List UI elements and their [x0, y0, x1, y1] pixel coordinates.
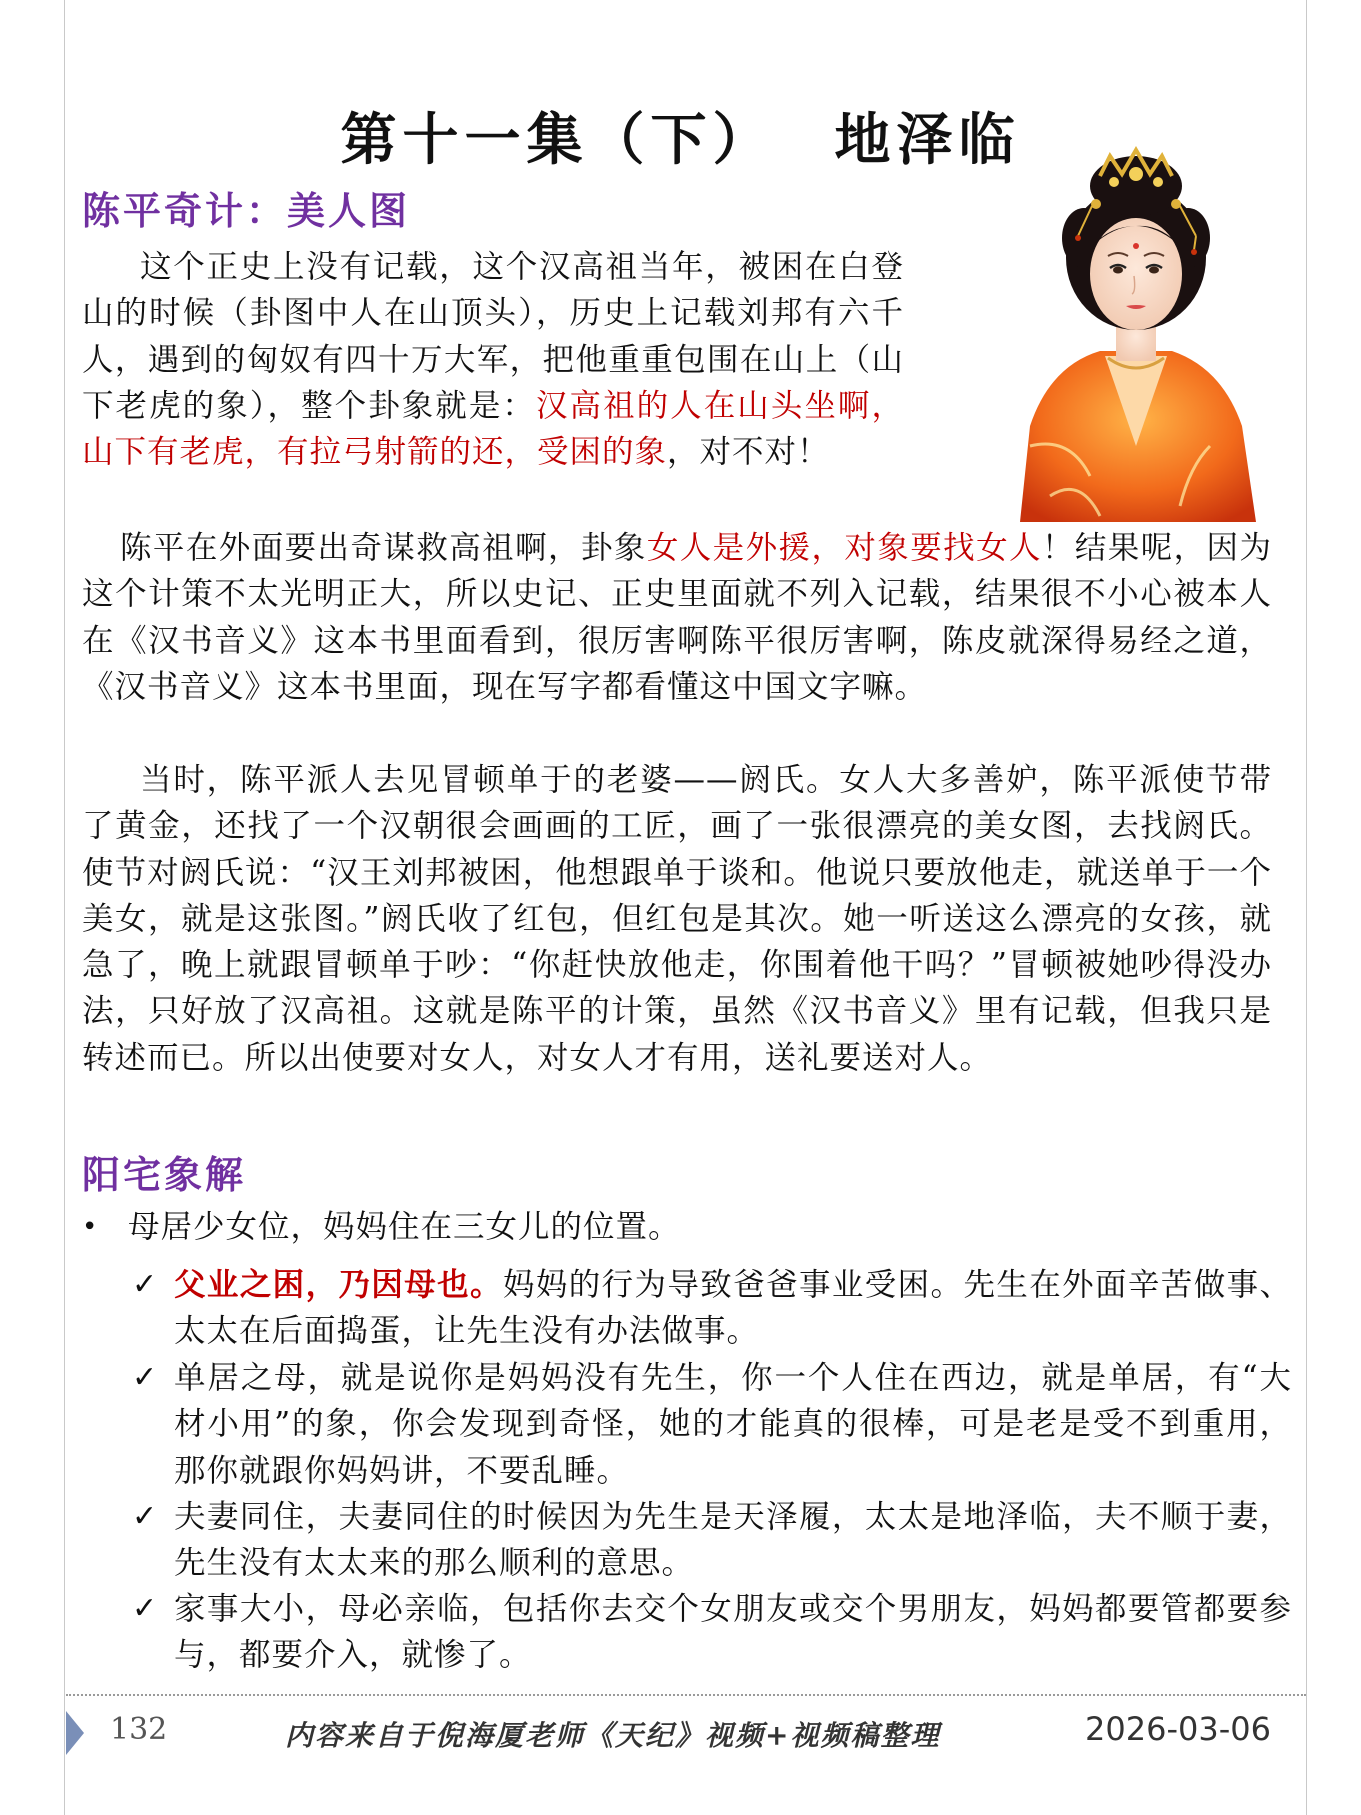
check-icon: ✓ — [132, 1360, 159, 1395]
bullet-text: 母居少女位，妈妈住在三女儿的位置。 — [128, 1209, 681, 1245]
triangle-marker-icon — [66, 1711, 84, 1755]
title-episode: 第十一集（下） — [340, 108, 775, 173]
footer-divider — [66, 1694, 1306, 1696]
check-item-3 — [132, 1494, 1292, 1587]
check-item-1 — [132, 1262, 1292, 1355]
check-item-1-text: 妈妈的行为导致爸爸事业受困。先生在外面辛苦做事、太太在后面捣蛋，让先生没有办法做事。 — [174, 1267, 1292, 1350]
page-border-left — [64, 0, 65, 1815]
paragraph-story: 当时，陈平派人去见冒顿单于的老婆——阏氏。女人大多善妒，陈平派使节带了黄金，还找了一个汉朝很会画画的工匠，画了一张很漂亮的美女图，去找阏氏。使节对阏氏说：“汉王刘邦被困，他想跟单于谈和。他说只要放他走，就送单于一个美女，就是这张图。”阏氏收了红包，但红包是其次。她一听送这么漂亮的女孩，就急了，晚上就跟冒顿单于吵：“你赶快放他走，你围着他干吗？”冒顿被她吵得没办法，只好放了汉高祖。这就是陈平的计策，虽然《汉书音义》里有记载，但我只是转述而已。所以出使要对女人，对女人才有用，送礼要送对人。 — [82, 762, 1272, 1076]
section-heading-house: 阳宅象解 — [82, 1153, 247, 1197]
check-icon: ✓ — [132, 1591, 159, 1626]
paragraph-chenping-plan — [82, 525, 1272, 710]
paragraph-plan-end: ！结果呢，因为这个计策不太光明正大，所以史记、正史里面就不列入记载，结果很不小心被本人在《汉书音义》这本书里面看到，很厉害啊陈平很厉害啊，陈皮就深得易经之道，《汉书音义》这本书里面，现在写字都看懂这中国文字嘛。 — [82, 530, 1272, 705]
paragraph-intro-text: 这个正史上没有记载，这个汉高祖当年，被困在白登山的时候（卦图中人在山顶头），历史上记载刘邦有六千人，遇到的匈奴有四十万大军，把他重重包围在山上（山下老虎的象），整个卦象就是： — [82, 249, 904, 424]
check-item-2-text: 单居之母，就是说你是妈妈没有先生，你一个人住在西边，就是单居，有“大材小用”的象，你会发现到奇怪，她的才能真的很棒，可是老是受不到重用，那你就跟你妈妈讲，不要乱睡。 — [174, 1360, 1292, 1489]
footer-date: 2026-03-06 — [1085, 1710, 1271, 1748]
emphasis-women-aid: 女人是外援，对象要找女人 — [646, 530, 1042, 566]
check-item-2 — [132, 1355, 1292, 1494]
emphasis-hexagram-image: 汉高祖的人在山头坐啊，山下有老虎，有拉弓射箭的还，受困的象 — [82, 387, 904, 471]
section-heading-chenping: 陈平奇计：美人图 — [82, 189, 411, 233]
check-icon: ✓ — [132, 1267, 159, 1302]
bullet-item — [82, 1204, 681, 1250]
check-item-1-lead: 父业之困，乃因母也。 — [174, 1266, 503, 1303]
paragraph-intro-end: ，对不对！ — [667, 434, 830, 471]
paragraph-intro — [82, 244, 904, 475]
page-border-right — [1306, 0, 1307, 1815]
check-icon: ✓ — [132, 1499, 159, 1534]
paragraph-plan-text: 陈平在外面要出奇谋救高祖啊，卦象 — [120, 530, 647, 566]
title-hexagram: 地泽临 — [834, 108, 1021, 173]
bullet-icon: • — [82, 1212, 99, 1242]
check-item-4 — [132, 1586, 1292, 1679]
footer-source: 内容来自于倪海厦老师《天纪》视频+视频稿整理 — [285, 1719, 941, 1752]
check-item-3-text: 夫妻同住，夫妻同住的时候因为先生是天泽履，太太是地泽临，夫不顺于妻，先生没有太太来的那么顺利的意思。 — [174, 1499, 1292, 1582]
woman-portrait-image — [1010, 146, 1262, 522]
check-item-4-text: 家事大小，母必亲临，包括你去交个女朋友或交个男朋友，妈妈都要管都要参与，都要介入，就惨了。 — [174, 1591, 1292, 1674]
page-number: 132 — [110, 1712, 168, 1747]
